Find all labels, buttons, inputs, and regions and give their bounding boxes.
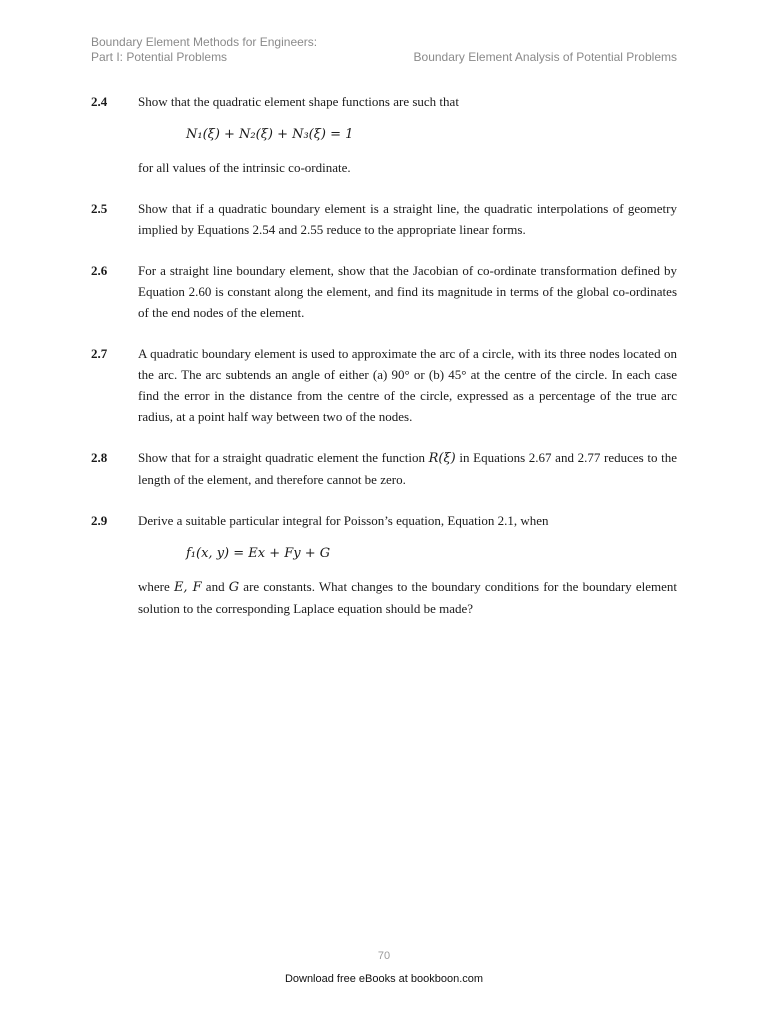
text-before: Show that for a straight quadratic element the function [138,450,429,465]
inline-math-g: G [228,580,240,595]
exercise-number: 2.4 [91,94,108,109]
exercise-2-4 [91,91,677,178]
running-header [91,35,677,67]
cont-mid: and [201,579,229,594]
exercise-text: Show that if a quadratic boundary element is a straight line, the quadratic interpolations of geometry implied by Equations 2.54 and 2.55 reduce to the appropriate linear forms. [138,201,677,237]
cont-after: are constants. What changes to the boundary conditions for the boundary element solution to the corresponding Laplace equation should be made? [138,579,677,616]
exercise-number: 2.6 [91,263,108,278]
exercise-2-7 [91,343,677,427]
inline-math-ef: E, F [173,580,202,595]
book-title: Boundary Element Methods for Engineers: [91,35,318,49]
exercise-text: Derive a suitable particular integral for Poisson’s equation, Equation 2.1, when [138,513,549,528]
exercise-2-6 [91,260,677,323]
equation: f₁(x, y) = Ex + Fy + G [186,546,331,561]
inline-math: R(ξ) [428,451,456,466]
exercise-number: 2.8 [91,450,108,465]
text-after: in Equations 2.67 and 2.77 reduces to the length of the element, and therefore cannot be zero. [138,450,677,487]
page-number: 70 [377,950,391,962]
exercise-text: Show that the quadratic element shape functions are such that [138,94,459,109]
exercise-text [138,447,677,490]
chapter-title: Boundary Element Analysis of Potential Problems [413,50,677,64]
equation: N₁(ξ) + N₂(ξ) + N₃(ξ) = 1 [186,127,354,142]
part-title: Part I: Potential Problems [91,50,228,64]
exercise-continuation [138,576,677,619]
exercise-2-8 [91,447,677,490]
exercise-number: 2.7 [91,346,108,361]
exercise-number: 2.5 [91,201,108,216]
exercise-number: 2.9 [91,513,108,528]
cont-before: where [138,579,174,594]
exercise-2-5 [91,198,677,240]
exercise-text: A quadratic boundary element is used to approximate the arc of a circle, with its three nodes located on the arc. The arc subtends an angle of either (a) 90° or (b) 45° at the centre of the circle. In each case find the error in the distance from the centre of the circle, expressed as a percentage of the true arc radius, at a point half way between two of the nodes. [138,346,677,424]
exercise-continuation: for all values of the intrinsic co-ordinate. [138,160,351,175]
footer-download [0,973,768,985]
header-left [91,35,317,65]
exercise-2-9 [91,510,677,619]
exercise-text: For a straight line boundary element, show that the Jacobian of co-ordinate transformation defined by Equation 2.60 is constant along the element, and find its magnitude in terms of the global co-ordinates of the end nodes of the element. [138,263,677,320]
exercise-list [91,91,677,639]
download-link[interactable]: Download free eBooks at bookboon.com [284,973,484,985]
